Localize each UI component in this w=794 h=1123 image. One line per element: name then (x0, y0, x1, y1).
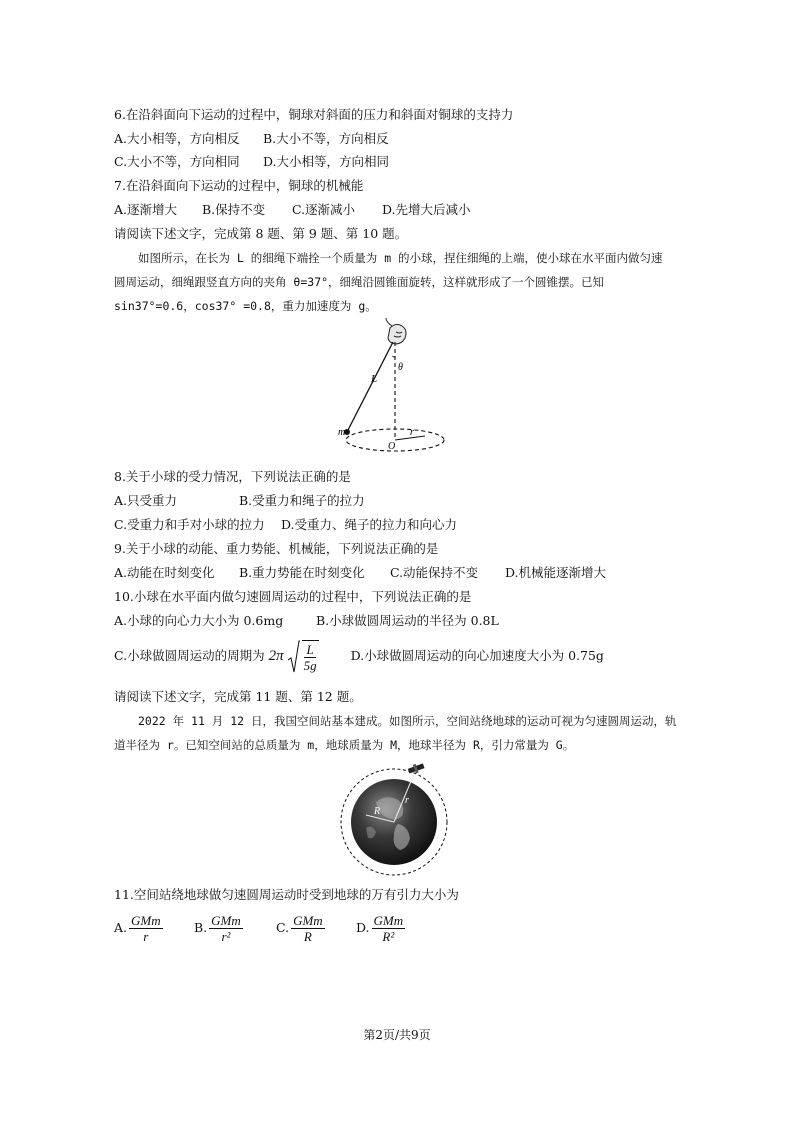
q6-options-row2 (114, 153, 389, 171)
passage-2 (114, 709, 684, 757)
q10-option-c-fraction: $\frac{L}{5g}$ (303, 641, 317, 673)
reading-instruction-1: 请阅读下述文字，完成第 8 题、第 9 题、第 10 题。 (114, 226, 408, 241)
q7-option-c: C.逐渐减小 (291, 202, 356, 217)
q7-option-a: A.逐渐增大 (114, 202, 178, 217)
label-r-orbit: r (405, 795, 409, 806)
q7-option-b: B.保持不变 (201, 202, 266, 217)
q11-option-b-fraction: $\frac{\text{GMm}}{\text{r²}}$ (211, 913, 241, 944)
page-footer: 第2页/共9页 (363, 1028, 431, 1042)
q6-option-d: D.大小相等，方向相同 (262, 154, 390, 169)
label-theta: θ (398, 362, 403, 373)
q9-option-b: B.重力势能在时刻变化 (238, 565, 365, 580)
angle-arc (393, 356, 396, 357)
label-r: r (410, 427, 414, 438)
q11-option-d-fraction: $\frac{\text{GMm}}{\text{R²}}$ (373, 913, 404, 944)
passage-1-line-2: 圆周运动，细绳跟竖直方向的夹角 θ=37°，细绳沿圆锥面旋转，这样就形成了一个圆锥摆。已知 (114, 275, 605, 289)
passage-1 (114, 246, 684, 318)
q8-option-d: D.受重力、绳子的拉力和向心力 (280, 517, 458, 532)
q8-option-c: C.受重力和手对小球的拉力 (114, 517, 265, 532)
q6-option-c: C.大小不等，方向相同 (114, 154, 240, 169)
q6-option-a: A.大小相等，方向相反 (114, 131, 240, 146)
q11-stem: 11.空间站绕地球做匀速圆周运动时受到地球的万有引力大小为 (114, 887, 459, 902)
q6-options-row1 (114, 130, 389, 148)
q11-option-a: A. $\frac{\text{GMm}}{r}$ (114, 913, 161, 944)
q7-options (114, 201, 471, 219)
label-R: R (374, 806, 381, 817)
q8-options-row1 (114, 492, 365, 510)
conical-pendulum-figure (320, 318, 460, 458)
label-m: m (338, 427, 346, 438)
q11-option-c-fraction: $\frac{\text{GMm}}{R}$ (293, 913, 323, 944)
q10-option-c (114, 638, 321, 674)
sqrt-radical-icon (288, 640, 300, 674)
q10-option-c-coef: 2π (268, 648, 284, 664)
q10-stem: 10.小球在水平面内做匀速圆周运动的过程中，下列说法正确的是 (114, 589, 472, 604)
passage-2-line-1: 2022 年 11 月 12 日，我国空间站基本建成。如图所示，空间站绕地球的运动可视为匀速圆周运动，轨 (138, 714, 677, 728)
q10-option-d: D.小球做圆周运动的向心加速度大小为 0.75g (350, 648, 604, 663)
q10-options-row2 (114, 638, 604, 674)
q11-options (114, 910, 407, 946)
q11-option-a-fraction: $\frac{\text{GMm}}{r}$ (131, 913, 161, 944)
q10-option-a: A.小球的向心力大小为 0.6mg (114, 613, 284, 628)
q9-options (114, 564, 606, 582)
q10-option-b: B.小球做圆周运动的半径为 0.8L (315, 613, 499, 628)
q6-stem: 6.在沿斜面向下运动的过程中，铜球对斜面的压力和斜面对铜球的支持力 (114, 107, 514, 122)
space-station-icon (408, 763, 425, 773)
reading-instruction-2: 请阅读下述文字，完成第 11 题、第 12 题。 (114, 689, 362, 704)
string-line (347, 342, 393, 432)
q8-stem: 8.关于小球的受力情况，下列说法正确的是 (114, 469, 351, 484)
q7-option-d: D.先增大后减小 (381, 202, 471, 217)
passage-1-line-1: 如图所示，在长为 L 的细绳下端拴一个质量为 m 的小球，捏住细绳的上端，使小球在水平面内做匀速 (138, 251, 663, 265)
q11-option-d: D. $\frac{\text{GMm}}{\text{R²}}$ (355, 913, 404, 944)
passage-1-line-3: sin37°=0.6，cos37° =0.8，重力加速度为 g。 (114, 299, 377, 313)
label-O: O (388, 441, 396, 452)
passage-2-line-2: 道半径为 r。已知空间站的总质量为 m，地球质量为 M，地球半径为 R，引力常量为 G。 (114, 738, 575, 752)
sqrt-symbol (288, 640, 321, 674)
q9-option-d: D.机械能逐渐增大 (504, 565, 607, 580)
q9-stem: 9.关于小球的动能、重力势能、机械能，下列说法正确的是 (114, 541, 439, 556)
q11-option-c: C. $\frac{\text{GMm}}{R}$ (275, 913, 323, 944)
q8-option-a: A.只受重力 (114, 493, 178, 508)
orbit-figure (336, 762, 452, 878)
q9-option-a: A.动能在时刻变化 (114, 565, 215, 580)
q9-option-c: C.动能保持不变 (389, 565, 479, 580)
q10-option-c-text: C.小球做圆周运动的周期为 (114, 648, 265, 663)
q6-option-b: B.大小不等，方向相反 (262, 131, 389, 146)
q8-option-b: B.受重力和绳子的拉力 (238, 493, 365, 508)
q8-options-row2 (114, 516, 457, 534)
q11-option-b: B. $\frac{\text{GMm}}{\text{r²}}$ (193, 913, 241, 944)
q7-stem: 7.在沿斜面向下运动的过程中，铜球的机械能 (114, 178, 364, 193)
label-L: L (371, 373, 378, 385)
q10-options-row1 (114, 612, 499, 630)
hand-icon (386, 318, 406, 344)
